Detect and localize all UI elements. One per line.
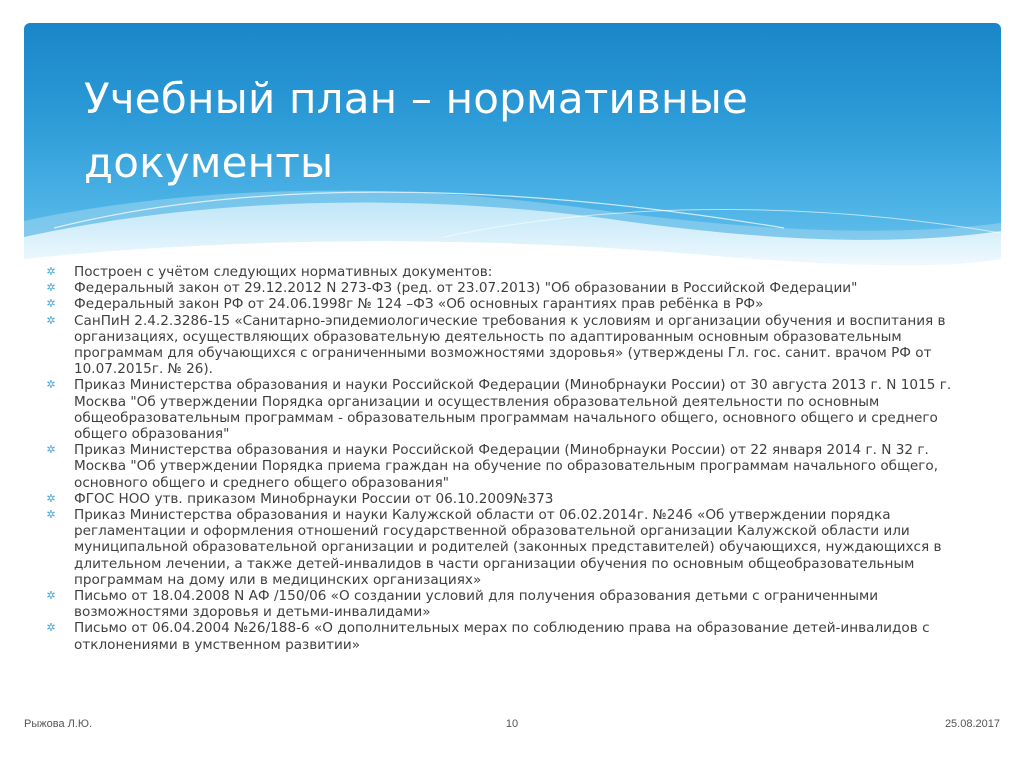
snowflake-bullet-icon: ✲ [46, 508, 56, 522]
slide-title: Учебный план – нормативные документы [84, 74, 749, 187]
slide-header-banner [24, 23, 1001, 285]
list-item-text: Приказ Министерства образования и науки Российской Федерации (Минобрнауки России) от 30 августа 2013 г. N 1015 г. Москва "Об утверждении Порядка организации и осуществления образовательной деятельности по основным общеобразовательным программам - образовательным программам начального общего, основного общего и среднего общего образования" [74, 377, 952, 443]
list-item [44, 377, 984, 442]
snowflake-bullet-icon: ✲ [46, 297, 56, 311]
footer-page-number: 10 [505, 718, 519, 730]
list-item [44, 264, 984, 280]
snowflake-bullet-icon: ✲ [46, 313, 56, 327]
footer-author: Рыжова Л.Ю. [24, 718, 93, 730]
list-item [44, 313, 984, 378]
list-item-text: Федеральный закон от 29.12.2012 N 273-ФЗ (ред. от 23.07.2013) "Об образовании в Российской Федерации" [74, 280, 858, 297]
snowflake-bullet-icon: ✲ [46, 378, 56, 392]
snowflake-bullet-icon: ✲ [46, 589, 56, 603]
list-item-text: Письмо от 18.04.2008 N АФ /150/06 «О создании условий для получения образования детьми с ограниченными возможностями здоровья и детьми-инвалидами» [74, 588, 879, 621]
list-item-text: Приказ Министерства образования и науки Калужской области от 06.02.2014г. №246 «Об утверждении порядка регламентации и оформления отношений государственной образовательной организации Калужской области или муниципальной образовательной организации и родителей (законных представителей) обучающихся, нуждающихся в длительном лечении, а также детей-инвалидов в части организации обучения по основным общеобразовательным программам на дому или в медицинских организациях» [74, 507, 942, 588]
list-item-text: Письмо от 06.04.2004 №26/188-6 «О дополнительных мерах по соблюдению права на образование детей-инвалидов с отклонениями в умственном развитии» [74, 620, 930, 653]
list-item [44, 296, 984, 312]
list-item [44, 442, 984, 491]
list-item [44, 620, 984, 652]
list-item [44, 588, 984, 620]
list-item-text: Приказ Министерства образования и науки Российской Федерации (Минобрнауки России) от 22 января 2014 г. N 32 г. Москва "Об утверждении Порядка приема граждан на обучение по образовательным программам начального общего, основного общего и среднего общего образования" [74, 442, 939, 491]
list-item-text: Построен с учётом следующих нормативных документов: [74, 264, 493, 280]
footer-date: 25.08.2017 [944, 718, 1000, 730]
list-item-text: СанПиН 2.4.2.3286-15 «Санитарно-эпидемиологические требования к условиям и организации обучения и воспитания в организациях, осуществляющих образовательную деятельность по адаптированным основным образовательным программам для обучающихся с ограниченными возможностями здоровья» (утверждены Гл. гос. санит. врачом РФ от 10.07.2015г. № 26). [74, 312, 946, 378]
snowflake-bullet-icon: ✲ [46, 281, 56, 295]
snowflake-bullet-icon: ✲ [46, 621, 56, 635]
document-list [44, 264, 984, 653]
snowflake-bullet-icon: ✲ [46, 265, 56, 278]
list-item [44, 280, 984, 296]
list-item-text: Федеральный закон РФ от 24.06.1998г № 124 –ФЗ «Об основных гарантиях прав ребёнка в РФ» [74, 296, 764, 313]
list-item-text: ФГОС НОО утв. приказом Минобрнауки России от 06.10.2009№373 [74, 490, 554, 507]
list-item [44, 507, 984, 588]
snowflake-bullet-icon: ✲ [46, 491, 56, 505]
snowflake-bullet-icon: ✲ [46, 443, 56, 457]
list-item [44, 491, 984, 507]
